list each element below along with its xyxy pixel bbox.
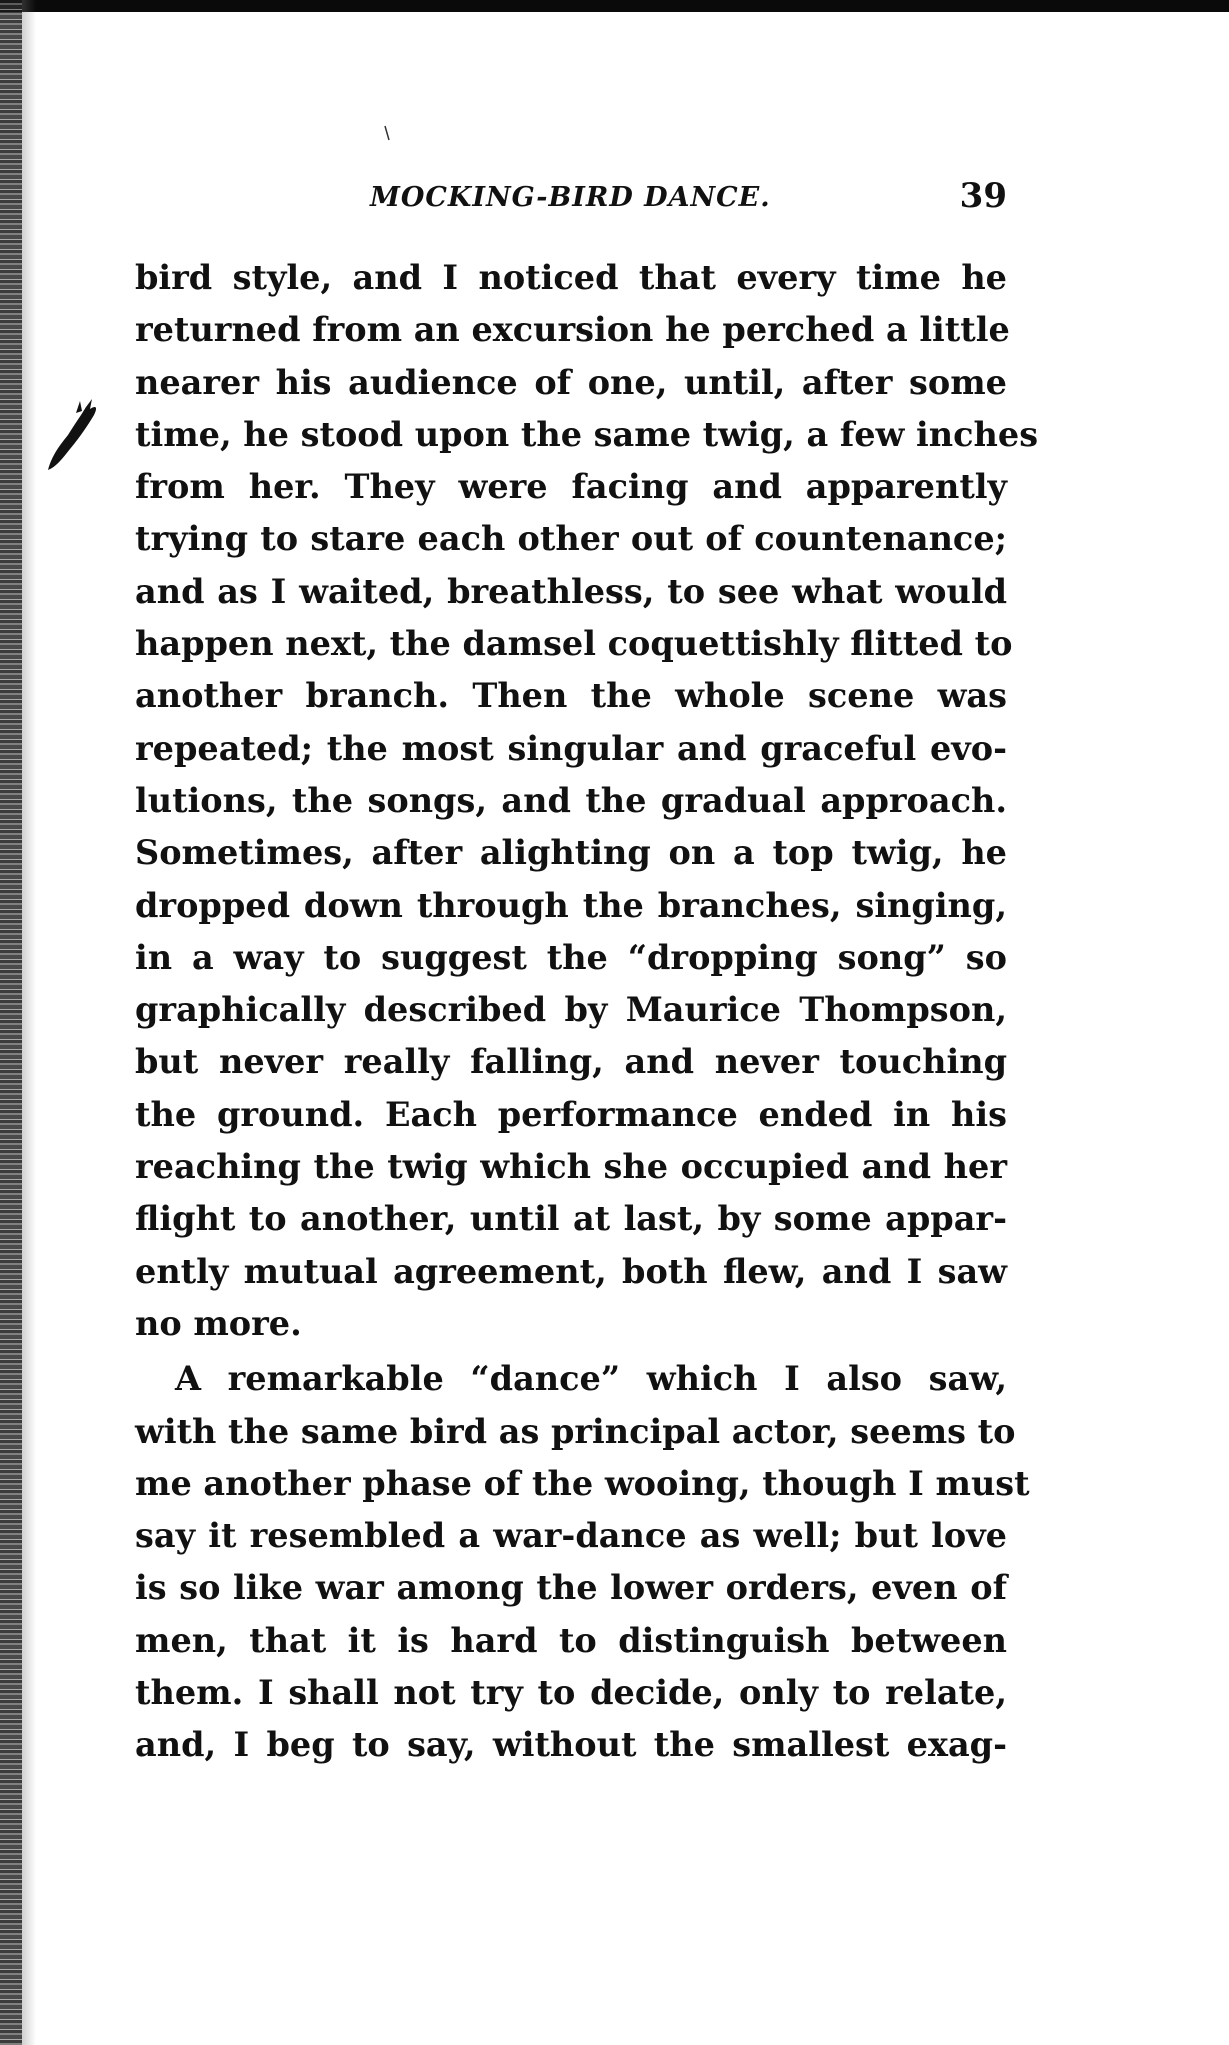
text-line: repeated; the most singular and graceful evo- [135, 728, 1007, 768]
text-line: A remarkable “dance” which I also saw, [175, 1359, 1007, 1399]
text-line: lutions, the songs, and the gradual approach. [135, 780, 1007, 820]
running-title: MOCKING-BIRD DANCE. [370, 182, 771, 213]
text-line: with the same bird as principal actor, seems to [135, 1411, 1016, 1451]
text-line: the ground. Each performance ended in his [135, 1094, 1007, 1134]
text-line: me another phase of the wooing, though I must [135, 1463, 1030, 1503]
text-line: dropped down through the branches, singing, [135, 885, 1007, 925]
text-line: from her. They were facing and apparently [135, 467, 1007, 507]
text-line: men, that it is hard to distinguish between [135, 1620, 1007, 1660]
ink-blot-mark [40, 395, 100, 475]
text-line: trying to stare each other out of countenance; [135, 519, 1007, 559]
text-line: in a way to suggest the “dropping song” so [135, 937, 1007, 977]
text-line: happen next, the damsel coquettishly flitted to [135, 624, 1013, 664]
running-head [135, 176, 1007, 232]
text-line: returned from an excursion he perched a little [135, 310, 1010, 350]
text-line: say it resembled a war-dance as well; but love [135, 1516, 1007, 1556]
page-number: 39 [959, 176, 1007, 216]
text-line: and, I beg to say, without the smallest exag- [135, 1725, 1007, 1765]
text-line: them. I shall not try to decide, only to relate, [135, 1673, 1007, 1713]
text-line: is so like war among the lower orders, even of [135, 1568, 1007, 1608]
text-line: and as I waited, breathless, to see what would [135, 571, 1007, 611]
text-line: but never really falling, and never touching [135, 1042, 1007, 1082]
page-binding-shadow [22, 0, 36, 2045]
text-line: Sometimes, after alighting on a top twig, he [135, 833, 1007, 873]
text-line: reaching the twig which she occupied and her [135, 1147, 1007, 1187]
text-line: nearer his audience of one, until, after some [135, 362, 1007, 402]
page-top-edge [0, 0, 1229, 12]
text-line: flight to another, until at last, by some appar- [135, 1199, 1007, 1239]
text-line: ently mutual agreement, both flew, and I saw [135, 1251, 1007, 1291]
stray-ink-mark [384, 125, 390, 141]
text-line: time, he stood upon the same twig, a few inches [135, 414, 1039, 454]
body-text [135, 252, 1039, 1772]
text-line: bird style, and I noticed that every time he [135, 258, 1007, 297]
text-line: another branch. Then the whole scene was [135, 676, 1007, 716]
text-line: graphically described by Maurice Thompson, [135, 990, 1007, 1030]
text-line: no more. [135, 1303, 302, 1343]
page-binding-edge [0, 0, 22, 2045]
